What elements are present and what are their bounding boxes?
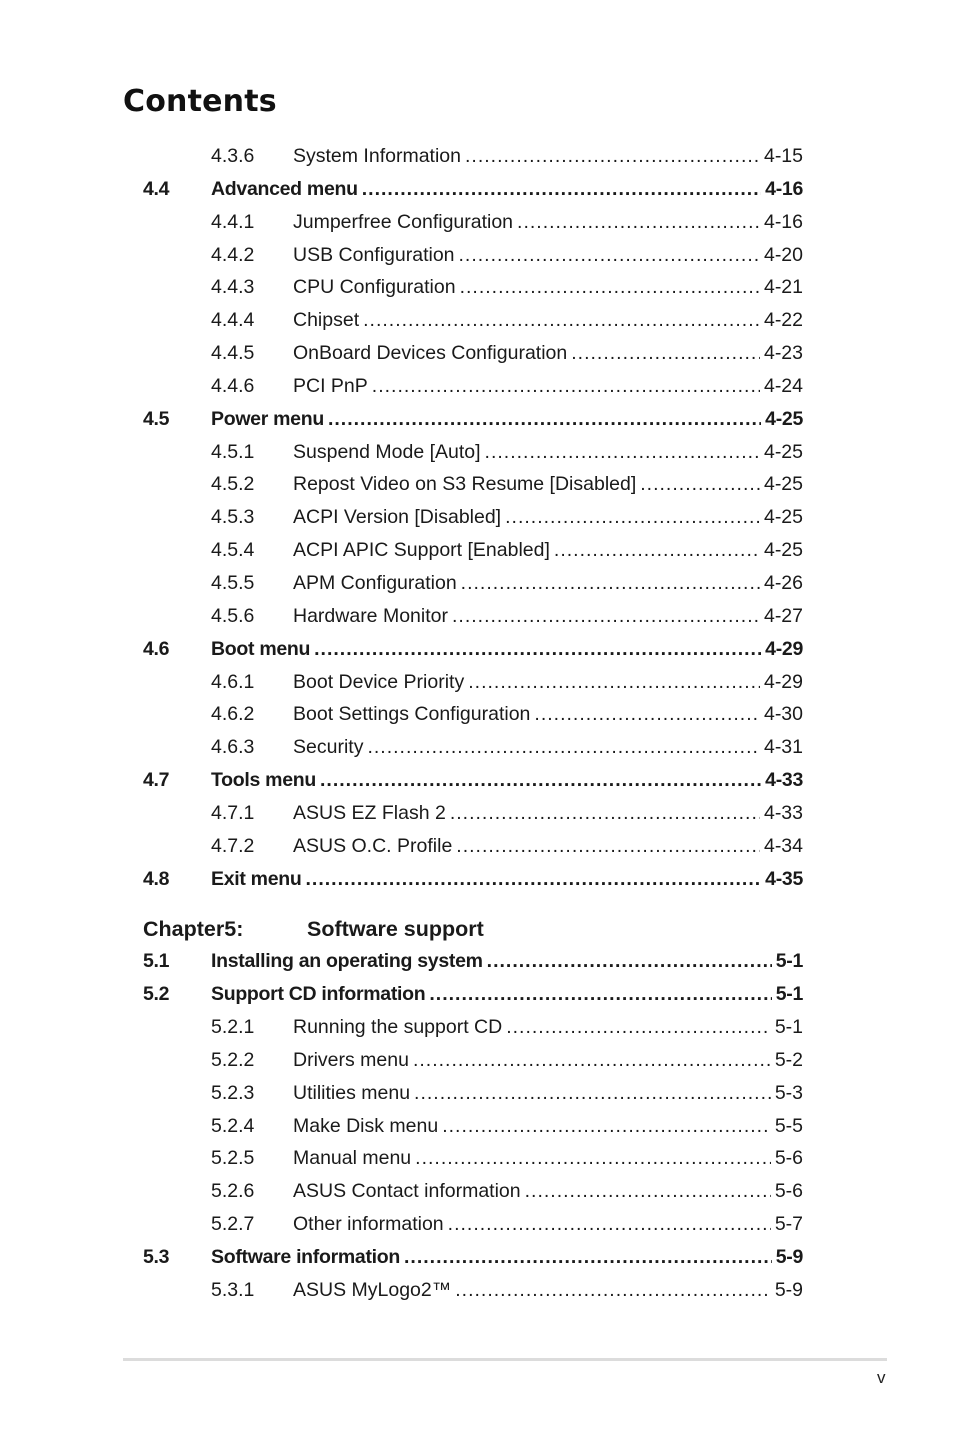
toc-entry-line <box>293 501 803 534</box>
toc-entry-page: 4-29 <box>765 637 803 660</box>
dot-leader <box>404 1241 772 1274</box>
toc-entry[interactable] <box>0 1175 954 1208</box>
toc-entry-title: ASUS O.C. Profile <box>293 834 453 857</box>
toc-entry-title: Running the support CD <box>293 1016 503 1039</box>
toc-entry-page: 4-23 <box>763 342 803 365</box>
toc-entry-line <box>211 945 803 978</box>
toc-entry-title: Utilities menu <box>293 1081 411 1104</box>
toc-entry-number: 4.6 <box>143 637 170 660</box>
toc-entry[interactable] <box>0 436 954 469</box>
dot-leader <box>459 239 760 272</box>
toc-entry[interactable] <box>0 633 954 666</box>
toc-entry-number: 4.6.1 <box>211 670 255 693</box>
toc-entry-title: Tools menu <box>211 769 316 792</box>
toc-entry-page: 4-33 <box>765 769 803 792</box>
chapter-heading <box>0 895 954 945</box>
toc-entry-title: Power menu <box>211 407 324 430</box>
page-title: Contents <box>123 84 277 119</box>
toc-entry[interactable] <box>0 666 954 699</box>
toc-entry-number: 4.5 <box>143 407 170 430</box>
toc-entry-line <box>293 534 803 567</box>
toc-entry-line <box>293 1274 803 1307</box>
toc-entry[interactable] <box>0 830 954 863</box>
toc-entry-number: 4.5.3 <box>211 506 255 529</box>
toc-entry-line <box>293 304 803 337</box>
toc-entry-line <box>293 797 803 830</box>
dot-leader <box>571 337 760 370</box>
toc-entry-number: 4.5.6 <box>211 604 255 627</box>
table-of-contents <box>0 140 954 1307</box>
toc-entry-title: Boot menu <box>211 637 311 660</box>
toc-entry-title: Hardware Monitor <box>293 604 448 627</box>
toc-entry[interactable] <box>0 731 954 764</box>
toc-entry[interactable] <box>0 304 954 337</box>
toc-entry-number: 4.7.1 <box>211 801 255 824</box>
toc-entry[interactable] <box>0 945 954 978</box>
toc-entry-title: ASUS MyLogo2™ <box>293 1278 452 1301</box>
toc-entry-page: 4-22 <box>763 309 803 332</box>
toc-entry-line <box>293 731 803 764</box>
dot-leader <box>448 1208 771 1241</box>
dot-leader <box>487 945 772 978</box>
toc-entry[interactable] <box>0 1208 954 1241</box>
toc-entry-title: ACPI Version [Disabled] <box>293 506 502 529</box>
toc-entry-number: 5.2.3 <box>211 1081 255 1104</box>
toc-entry-number: 5.3 <box>143 1246 170 1268</box>
dot-leader <box>485 436 760 469</box>
toc-entry-page: 4-31 <box>763 736 803 759</box>
toc-entry[interactable] <box>0 403 954 436</box>
dot-leader <box>415 1142 771 1175</box>
toc-entry-page: 4-29 <box>763 670 803 693</box>
toc-entry-page: 5-9 <box>775 1246 803 1268</box>
dot-leader <box>413 1044 771 1077</box>
toc-entry-number: 4.8 <box>143 867 170 890</box>
toc-entry-page: 4-21 <box>763 276 803 299</box>
dot-leader <box>414 1077 771 1110</box>
dot-leader <box>505 501 760 534</box>
toc-entry[interactable] <box>0 1044 954 1077</box>
toc-entry-line <box>293 206 803 239</box>
toc-entry-title: Exit menu <box>211 867 302 890</box>
toc-entry-page: 4-26 <box>763 571 803 594</box>
toc-entry-page: 4-33 <box>763 801 803 824</box>
toc-entry-page: 5-7 <box>774 1213 803 1236</box>
dot-leader <box>450 797 760 830</box>
toc-entry-number: 4.4.2 <box>211 243 255 266</box>
toc-entry-number: 5.2.2 <box>211 1048 255 1071</box>
toc-entry-line <box>293 1077 803 1110</box>
toc-entry-page: 4-30 <box>763 703 803 726</box>
toc-entry-number: 4.7 <box>143 769 170 792</box>
footer-divider <box>123 1358 887 1361</box>
toc-entry[interactable] <box>0 239 954 272</box>
toc-entry-line <box>293 698 803 731</box>
toc-entry-page: 4-25 <box>765 407 803 430</box>
toc-entry-page: 4-15 <box>763 145 803 167</box>
toc-entry-number: 4.4.1 <box>211 210 255 233</box>
dot-leader <box>367 731 760 764</box>
toc-entry-number: 5.2.7 <box>211 1213 255 1236</box>
dot-leader <box>534 698 760 731</box>
toc-entry-line <box>293 1208 803 1241</box>
toc-entry[interactable] <box>0 271 954 304</box>
dot-leader <box>362 173 761 206</box>
toc-entry[interactable] <box>0 1011 954 1044</box>
toc-entry-line <box>293 337 803 370</box>
toc-entry-title: USB Configuration <box>293 243 455 266</box>
toc-entry-number: 4.4.5 <box>211 342 255 365</box>
toc-entry-title: Boot Settings Configuration <box>293 703 531 726</box>
toc-entry[interactable] <box>0 1110 954 1143</box>
toc-entry-line <box>211 633 803 666</box>
dot-leader <box>517 206 760 239</box>
toc-entry[interactable] <box>0 1142 954 1175</box>
dot-leader <box>460 271 760 304</box>
toc-entry-page: 4-24 <box>763 374 803 397</box>
toc-entry-page: 4-25 <box>763 506 803 529</box>
dot-leader <box>320 764 761 797</box>
toc-entry-page: 5-1 <box>775 983 803 1006</box>
dot-leader <box>306 863 762 896</box>
toc-entry-title: Security <box>293 736 364 759</box>
toc-entry-number: 4.4 <box>143 177 170 200</box>
toc-entry-title: Repost Video on S3 Resume [Disabled] <box>293 473 637 496</box>
toc-entry-title: Drivers menu <box>293 1048 409 1071</box>
toc-entry-page: 4-16 <box>765 177 803 200</box>
toc-entry-number: 4.5.2 <box>211 473 255 496</box>
dot-leader <box>506 1011 771 1044</box>
dot-leader <box>452 600 760 633</box>
toc-entry-line <box>293 436 803 469</box>
toc-entry-number: 4.5.5 <box>211 571 255 594</box>
toc-group-chapter4 <box>0 140 954 895</box>
toc-entry-title: Advanced menu <box>211 177 358 200</box>
toc-entry[interactable] <box>0 468 954 501</box>
toc-entry-page: 4-25 <box>763 539 803 562</box>
toc-entry[interactable] <box>0 534 954 567</box>
toc-entry-title: ASUS Contact information <box>293 1180 521 1203</box>
toc-entry-line <box>211 1241 803 1274</box>
toc-entry[interactable] <box>0 370 954 403</box>
dot-leader <box>525 1175 771 1208</box>
toc-entry-title: System Information <box>293 145 461 167</box>
dot-leader <box>372 370 760 403</box>
toc-entry-line <box>211 764 803 797</box>
dot-leader <box>363 304 760 337</box>
toc-entry-line <box>293 1175 803 1208</box>
toc-entry-number: 4.6.3 <box>211 736 255 759</box>
toc-entry-number: 4.3.6 <box>211 145 255 167</box>
toc-entry-number: 5.2.6 <box>211 1180 255 1203</box>
toc-entry[interactable] <box>0 206 954 239</box>
toc-entry-page: 4-25 <box>763 473 803 496</box>
dot-leader <box>328 403 761 436</box>
toc-entry[interactable] <box>0 1274 954 1307</box>
toc-entry-number: 5.2.5 <box>211 1147 255 1170</box>
toc-entry-number: 4.7.2 <box>211 834 255 857</box>
toc-entry-line <box>293 567 803 600</box>
toc-entry[interactable] <box>0 140 954 173</box>
toc-entry-line <box>211 403 803 436</box>
toc-entry[interactable] <box>0 501 954 534</box>
toc-entry[interactable] <box>0 337 954 370</box>
toc-entry-page: 5-5 <box>774 1114 803 1137</box>
toc-entry-line <box>293 600 803 633</box>
toc-entry-title: ACPI APIC Support [Enabled] <box>293 539 550 562</box>
toc-entry-line <box>293 140 803 173</box>
toc-entry-number: 4.4.3 <box>211 276 255 299</box>
toc-entry-line <box>293 1142 803 1175</box>
toc-entry[interactable] <box>0 863 954 896</box>
toc-entry[interactable] <box>0 1077 954 1110</box>
dot-leader <box>456 830 760 863</box>
toc-entry-page: 4-35 <box>765 867 803 890</box>
toc-entry-page: 5-6 <box>774 1147 803 1170</box>
toc-entry-title: APM Configuration <box>293 571 457 594</box>
chapter-title: Software support <box>307 917 484 942</box>
toc-entry-page: 5-3 <box>774 1081 803 1104</box>
toc-entry-number: 4.6.2 <box>211 703 255 726</box>
toc-entry-page: 4-27 <box>763 604 803 627</box>
toc-entry[interactable] <box>0 698 954 731</box>
toc-entry-line <box>293 666 803 699</box>
toc-entry-line <box>293 1044 803 1077</box>
toc-entry-line <box>293 239 803 272</box>
toc-entry-number: 4.5.4 <box>211 539 255 562</box>
toc-entry-line <box>293 1011 803 1044</box>
toc-entry[interactable] <box>0 567 954 600</box>
toc-entry-number: 5.2.1 <box>211 1016 255 1039</box>
toc-entry-title: ASUS EZ Flash 2 <box>293 801 446 824</box>
toc-entry-title: Boot Device Priority <box>293 670 465 693</box>
toc-entry-title: Support CD information <box>211 983 426 1006</box>
toc-entry-line <box>293 1110 803 1143</box>
toc-entry-title: Make Disk menu <box>293 1114 439 1137</box>
dot-leader <box>461 567 760 600</box>
toc-entry-line <box>211 863 803 896</box>
toc-entry-title: PCI PnP <box>293 374 368 397</box>
toc-entry[interactable] <box>0 1241 954 1274</box>
toc-entry-line <box>293 468 803 501</box>
toc-entry-line <box>211 978 803 1011</box>
toc-entry-page: 4-16 <box>763 210 803 233</box>
toc-entry-page: 5-6 <box>774 1180 803 1203</box>
toc-entry-page: 4-25 <box>763 440 803 463</box>
dot-leader <box>468 666 760 699</box>
toc-entry-number: 5.2.4 <box>211 1114 255 1137</box>
toc-entry-title: Installing an operating system <box>211 950 483 973</box>
toc-entry[interactable] <box>0 764 954 797</box>
toc-entry-title: Software information <box>211 1246 401 1268</box>
dot-leader <box>640 468 760 501</box>
toc-entry-title: OnBoard Devices Configuration <box>293 342 568 365</box>
toc-entry-number: 4.4.6 <box>211 374 255 397</box>
toc-entry-page: 5-2 <box>774 1048 803 1071</box>
toc-entry-number: 5.3.1 <box>211 1278 255 1301</box>
toc-group-chapter5 <box>0 945 954 1306</box>
toc-entry-title: Other information <box>293 1213 444 1236</box>
toc-entry-title: Chipset <box>293 309 360 332</box>
toc-entry-line <box>293 830 803 863</box>
chapter-label: Chapter5: <box>143 917 244 942</box>
toc-entry-title: Jumperfree Configuration <box>293 210 514 233</box>
dot-leader <box>554 534 760 567</box>
toc-entry-title: Manual menu <box>293 1147 412 1170</box>
toc-entry-page: 4-20 <box>763 243 803 266</box>
toc-entry-page: 5-1 <box>774 1016 803 1039</box>
dot-leader <box>314 633 761 666</box>
toc-entry[interactable] <box>0 173 954 206</box>
toc-entry-title: Suspend Mode [Auto] <box>293 440 481 463</box>
page-number: v <box>877 1368 886 1387</box>
dot-leader <box>442 1110 771 1143</box>
toc-entry[interactable] <box>0 600 954 633</box>
dot-leader <box>455 1274 771 1307</box>
toc-entry-line <box>293 271 803 304</box>
toc-entry-number: 5.1 <box>143 950 170 973</box>
dot-leader <box>465 140 760 173</box>
toc-entry-line <box>293 370 803 403</box>
toc-entry-number: 4.4.4 <box>211 309 255 332</box>
toc-entry-number: 4.5.1 <box>211 440 255 463</box>
toc-entry[interactable] <box>0 797 954 830</box>
toc-entry-title: CPU Configuration <box>293 276 456 299</box>
toc-entry[interactable] <box>0 978 954 1011</box>
toc-entry-number: 5.2 <box>143 983 170 1006</box>
toc-entry-line <box>211 173 803 206</box>
dot-leader <box>429 978 771 1011</box>
toc-entry-page: 5-9 <box>774 1278 803 1301</box>
toc-entry-page: 5-1 <box>775 950 803 973</box>
toc-entry-page: 4-34 <box>763 834 803 857</box>
